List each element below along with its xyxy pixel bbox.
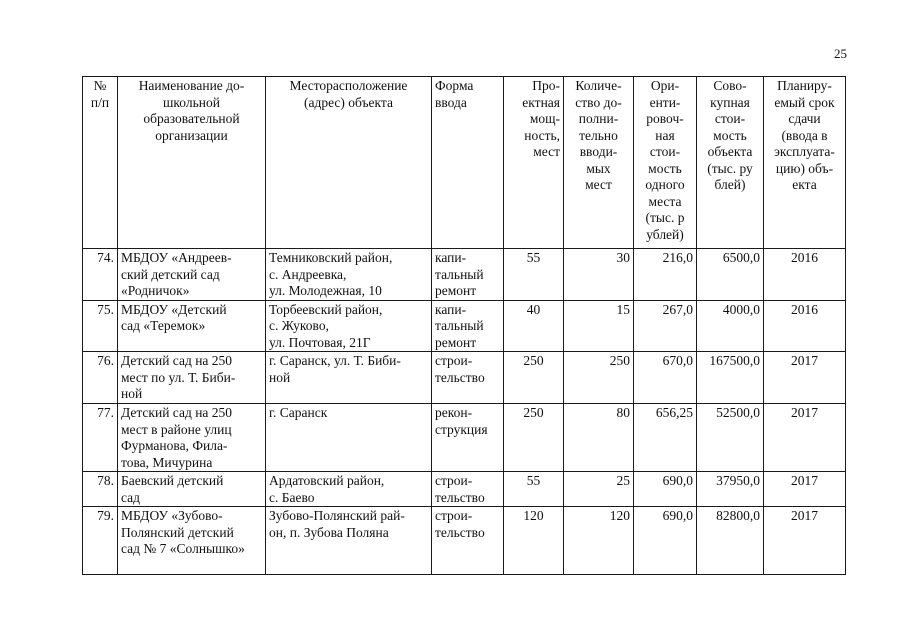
capacity: 40 xyxy=(504,300,564,352)
organization-name: МБДОУ «Детский сад «Теремок» xyxy=(118,300,266,352)
input-form: строи- тельство xyxy=(432,507,504,575)
total-cost: 52500,0 xyxy=(697,404,764,472)
address: Ардатовский район, с. Баево xyxy=(266,472,432,507)
added-places: 250 xyxy=(564,352,634,404)
unit-cost: 670,0 xyxy=(634,352,697,404)
table-row xyxy=(83,507,846,575)
capacity: 250 xyxy=(504,404,564,472)
header-total-cost: Сово- купная стои- мость объекта (тыс. ру блей) xyxy=(697,77,764,249)
table-row xyxy=(83,404,846,472)
organization-name: Детский сад на 250 мест в районе улиц Фурманова, Фила- това, Мичурина xyxy=(118,404,266,472)
total-cost: 82800,0 xyxy=(697,507,764,575)
total-cost: 6500,0 xyxy=(697,249,764,301)
row-number: 78. xyxy=(83,472,118,507)
added-places: 80 xyxy=(564,404,634,472)
capacity: 55 xyxy=(504,472,564,507)
total-cost: 37950,0 xyxy=(697,472,764,507)
address: Торбеевский район, с. Жуково, ул. Почтовая, 21Г xyxy=(266,300,432,352)
table-row xyxy=(83,249,846,301)
deadline: 2017 xyxy=(764,404,846,472)
address: Темниковский район, с. Андреевка, ул. Молодежная, 10 xyxy=(266,249,432,301)
total-cost: 167500,0 xyxy=(697,352,764,404)
organization-name: МБДОУ «Зубово- Полянский детский сад № 7 «Солнышко» xyxy=(118,507,266,575)
table-row xyxy=(83,300,846,352)
row-number: 74. xyxy=(83,249,118,301)
unit-cost: 267,0 xyxy=(634,300,697,352)
header-added-places: Количе- ство до- полни- тельно вводи- мых мест xyxy=(564,77,634,249)
header-organization-name: Наименование до- школьной образовательной организации xyxy=(118,77,266,249)
header-row xyxy=(83,77,846,249)
address: Зубово-Полянский рай- он, п. Зубова Поляна xyxy=(266,507,432,575)
unit-cost: 690,0 xyxy=(634,507,697,575)
header-address: Месторасположение (адрес) объекта xyxy=(266,77,432,249)
header-deadline: Планиру- емый срок сдачи (ввода в эксплуата- цию) объ- екта xyxy=(764,77,846,249)
total-cost: 4000,0 xyxy=(697,300,764,352)
input-form: строи- тельство xyxy=(432,472,504,507)
input-form: капи- тальный ремонт xyxy=(432,249,504,301)
row-number: 79. xyxy=(83,507,118,575)
header-number: № п/п xyxy=(83,77,118,249)
deadline: 2017 xyxy=(764,352,846,404)
deadline: 2017 xyxy=(764,472,846,507)
added-places: 120 xyxy=(564,507,634,575)
added-places: 25 xyxy=(564,472,634,507)
header-unit-cost: Ори- енти- ровоч- ная стои- мость одного места (тыс. р ублей) xyxy=(634,77,697,249)
table-row xyxy=(83,472,846,507)
address: г. Саранск xyxy=(266,404,432,472)
deadline: 2017 xyxy=(764,507,846,575)
input-form: строи- тельство xyxy=(432,352,504,404)
header-capacity: Про- ектная мощ- ность, мест xyxy=(504,77,564,249)
row-number: 76. xyxy=(83,352,118,404)
added-places: 30 xyxy=(564,249,634,301)
input-form: капи- тальный ремонт xyxy=(432,300,504,352)
unit-cost: 216,0 xyxy=(634,249,697,301)
unit-cost: 690,0 xyxy=(634,472,697,507)
address: г. Саранск, ул. Т. Биби- ной xyxy=(266,352,432,404)
unit-cost: 656,25 xyxy=(634,404,697,472)
organization-name: МБДОУ «Андреев- ский детский сад «Родничок» xyxy=(118,249,266,301)
row-number: 75. xyxy=(83,300,118,352)
organization-name: Детский сад на 250 мест по ул. Т. Биби- ной xyxy=(118,352,266,404)
table-row xyxy=(83,352,846,404)
capacity: 120 xyxy=(504,507,564,575)
page-number: 25 xyxy=(834,46,847,61)
preschool-objects-table xyxy=(82,76,846,575)
header-form: Форма ввода xyxy=(432,77,504,249)
added-places: 15 xyxy=(564,300,634,352)
deadline: 2016 xyxy=(764,300,846,352)
organization-name: Баевский детский сад xyxy=(118,472,266,507)
capacity: 55 xyxy=(504,249,564,301)
row-number: 77. xyxy=(83,404,118,472)
input-form: рекон- струкция xyxy=(432,404,504,472)
deadline: 2016 xyxy=(764,249,846,301)
capacity: 250 xyxy=(504,352,564,404)
